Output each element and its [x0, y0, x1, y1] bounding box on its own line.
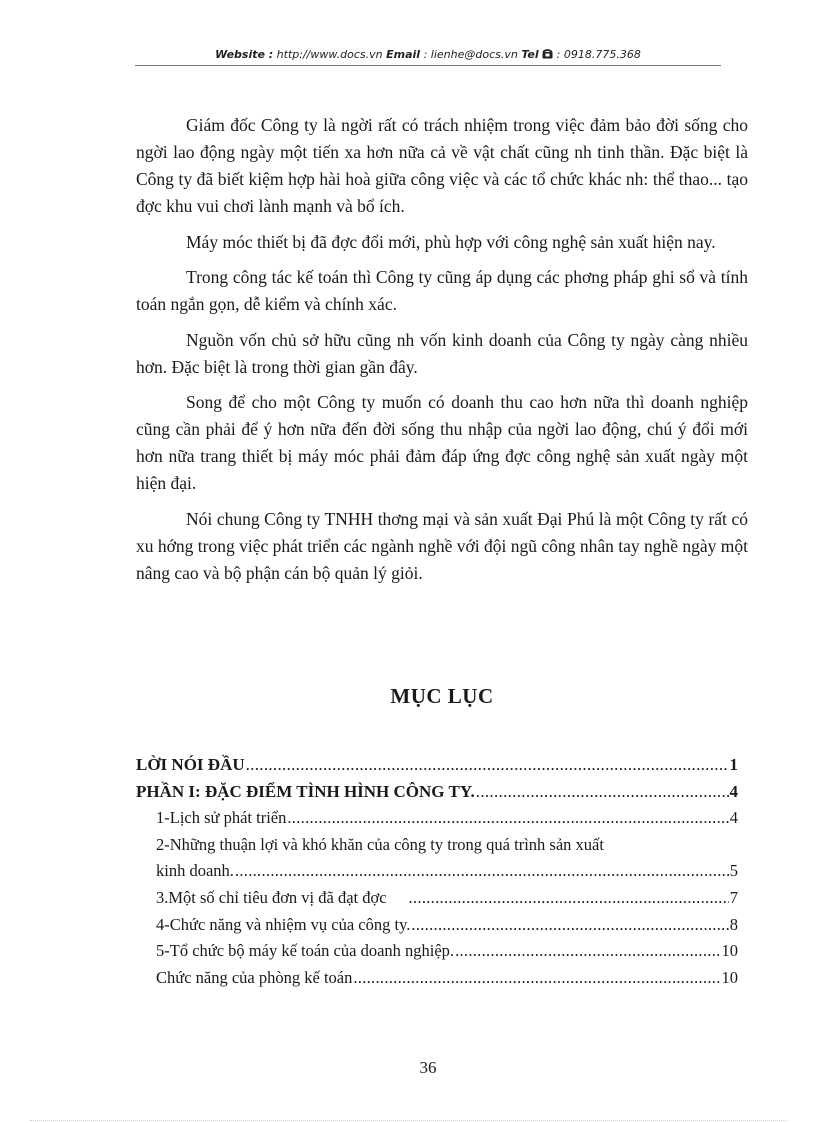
website-label: Website : — [215, 48, 274, 61]
toc-leader — [409, 885, 729, 912]
toc-leader — [476, 779, 729, 806]
toc-leader — [287, 805, 728, 832]
toc-entry-label: 4-Chức năng và nhiệm vụ của công ty. — [156, 914, 411, 934]
page-number: 36 — [419, 1058, 437, 1077]
toc-leader — [246, 752, 729, 779]
toc-leader — [235, 858, 729, 885]
toc-entry-label: 1-Lịch sử phát triển — [156, 808, 287, 828]
toc-entry[interactable] — [136, 779, 738, 806]
toc-entry-label-line1[interactable]: 2-Những thuận lợi và khó khăn của công ty trong quá trình sản xuất — [156, 834, 604, 854]
toc-leader — [353, 965, 720, 992]
toc-entry[interactable] — [136, 965, 738, 992]
toc-entry[interactable] — [136, 912, 738, 939]
toc-entry[interactable] — [136, 752, 738, 779]
toc-entry-label: LỜI NÓI ĐẦU — [136, 755, 245, 774]
page-header — [135, 48, 721, 61]
toc-entry-label: 5-Tổ chức bộ máy kế toán của doanh nghiệp. — [156, 941, 455, 961]
paragraph: Máy móc thiết bị đã đợc đổi mới, phù hợp với công nghệ sản xuất hiện nay. — [186, 231, 716, 252]
tel-label: Tel — [521, 48, 539, 61]
tel-value: : 0918.775.368 — [553, 48, 641, 61]
paragraph: Song để cho một Công ty muốn có doanh thu cao hơn nữa thì doanh nghiệp cũng cần phải để ý hơn nữa đến đời sống thu nhập của ngời lao động, chú ý đổi mới hơn nữa trang thiết bị máy móc phải đảm đáp ứng đợc công nghệ sản xuất ngày một hiện đại. — [136, 392, 748, 493]
toc-leader — [411, 912, 728, 939]
toc-entry-page: 7 — [729, 887, 738, 907]
toc-entry-label: Chức năng của phòng kế toán — [156, 967, 353, 987]
toc-entry-label: 3.Một số chỉ tiêu đơn vị đã đạt đợc — [156, 887, 387, 907]
toc-entry-page: 8 — [729, 914, 738, 934]
email-value[interactable]: : lienhe@docs.vn — [420, 48, 522, 61]
toc-leader — [455, 938, 720, 965]
email-label: Email — [386, 48, 421, 61]
toc-entry[interactable] — [136, 858, 738, 885]
toc-entry-page: 5 — [729, 861, 738, 881]
toc-entry-page: 4 — [729, 808, 738, 828]
table-of-contents — [136, 752, 738, 991]
website-value[interactable]: http://www.docs.vn — [273, 48, 387, 61]
toc-entry-page: 10 — [721, 941, 738, 961]
toc-entry[interactable] — [136, 885, 738, 912]
toc-title: MỤC LỤC — [390, 684, 494, 708]
paragraph: Nguồn vốn chủ sở hữu cũng nh vốn kinh doanh của Công ty ngày càng nhiều hơn. Đặc biệt là trong thời gian gần đây. — [136, 329, 748, 377]
paragraph: Giám đốc Công ty là ngời rất có trách nhiệm trong việc đảm bảo đời sống cho ngời lao động ngày một tiến xa hơn nữa cả về vật chất cũng nh tinh thần. Đặc biệt là Công ty đã biết kiệm hợp hài hoà giữa công việc và các tổ chức khác nh: thể thao... tạo đợc khu vui chơi lành mạnh và bổ ích. — [136, 115, 748, 216]
toc-entry[interactable] — [136, 938, 738, 965]
header-divider — [135, 65, 721, 66]
toc-entry-label: PHẦN I: ĐẶC ĐIỂM TÌNH HÌNH CÔNG TY. — [136, 781, 475, 801]
toc-entry-page: 4 — [729, 781, 738, 801]
paragraph: Nói chung Công ty TNHH thơng mại và sản xuất Đại Phú là một Công ty rất có xu hớng trong việc phát triển các ngành nghề với đội ngũ công nhân tay nghề ngày một nâng cao và bộ phận cán bộ quản lý giỏi. — [136, 508, 748, 583]
toc-entry-page: 1 — [729, 755, 738, 774]
toc-entry-label: kinh doanh. — [156, 861, 234, 881]
toc-entry[interactable] — [136, 805, 738, 832]
paragraph: Trong công tác kế toán thì Công ty cũng áp dụng các phơng pháp ghi sổ và tính toán ngắn gọn, dễ kiểm và chính xác. — [136, 267, 748, 314]
body-text — [136, 112, 748, 595]
footer-divider — [30, 1120, 786, 1121]
toc-entry-page: 10 — [721, 967, 738, 987]
phone-icon — [542, 48, 553, 61]
